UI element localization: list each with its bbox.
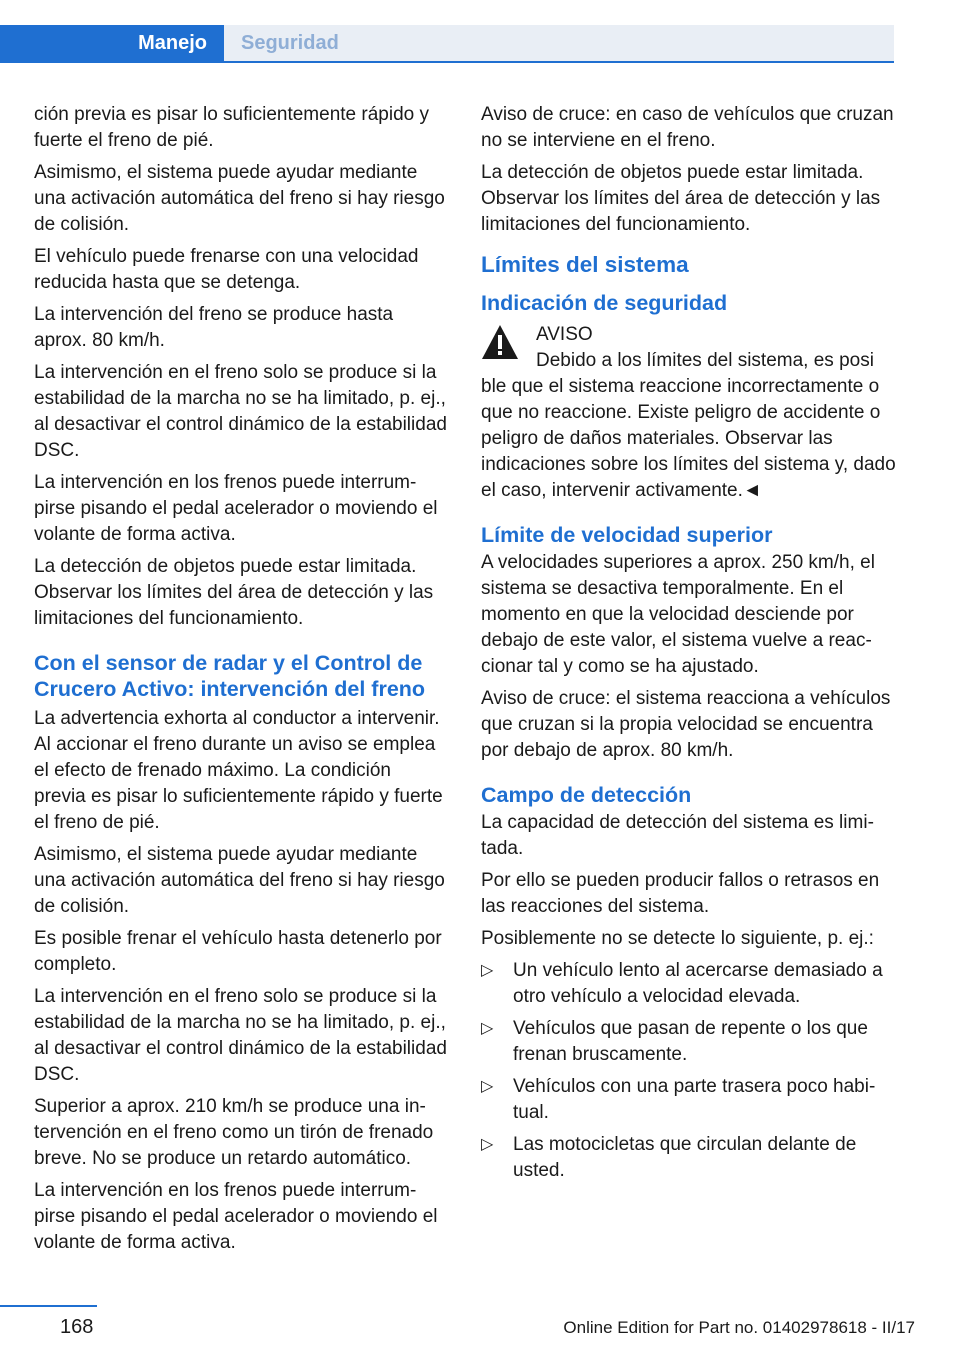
- paragraph: La intervención en los frenos puede interrumpirse pisando el pedal acelerador o moviendo el volante de forma activa.: [34, 1180, 438, 1253]
- list-item-text: Las motocicletas que circulan delante de usted.: [513, 1134, 857, 1181]
- list-item-text: Vehículos con una parte trasera poco habitual.: [513, 1076, 876, 1123]
- warning-text: ble que el sistema reaccione incorrectamente o que no reaccione. Existe peligro de accidente o peligro de daños materiales. Observar las indicaciones sobre los límites del sistema y, dado el caso, intervenir activamente.◄: [481, 376, 896, 501]
- paragraph: Asimismo, el sistema puede ayudar mediante una activación automática del freno si hay riesgo de colisión.: [34, 844, 445, 917]
- paragraph: Superior a aprox. 210 km/h se produce una intervención en el freno como un tirón de frenado breve. No se produce un retardo automático.: [34, 1096, 434, 1169]
- bullet-triangle-icon: ▷: [481, 1136, 494, 1153]
- bullet-triangle-icon: ▷: [481, 1078, 494, 1095]
- header-tabs: [0, 25, 894, 61]
- warning-text: Debido a los límites del sistema, es posi: [536, 350, 874, 371]
- bullet-list: [481, 958, 899, 1184]
- list-item-text: Un vehículo lento al acercarse demasiado a otro vehículo a velocidad elevada.: [513, 960, 883, 1007]
- list-item: [481, 1132, 899, 1184]
- paragraph: Posiblemente no se detecte lo siguiente, p. ej.:: [481, 928, 874, 949]
- paragraph: La intervención del freno se produce hasta aprox. 80 km/h.: [34, 304, 394, 351]
- subsection-heading: Límite de velocidad superior: [481, 523, 773, 547]
- paragraph: ción previa es pisar lo suficientemente rápido y fuerte el freno de pié.: [34, 104, 429, 151]
- paragraph: La intervención en los frenos puede interrumpirse pisando el pedal acelerador o moviendo el volante de forma activa.: [34, 472, 438, 545]
- paragraph: Aviso de cruce: el sistema reacciona a vehículos que cruzan si la propia velocidad se encuentra por debajo de aprox. 80 km/h.: [481, 688, 891, 761]
- list-item-text: Vehículos que pasan de repente o los que frenan bruscamente.: [513, 1018, 868, 1065]
- page-number: 168: [60, 1316, 94, 1338]
- paragraph: La capacidad de detección del sistema es limitada.: [481, 812, 874, 859]
- header-rule: [0, 61, 894, 63]
- footer-rule: [0, 1305, 97, 1307]
- warning-block: [481, 322, 899, 504]
- subsection-heading: Campo de detección: [481, 783, 692, 807]
- list-item: [481, 958, 899, 1010]
- section-heading: Con el sensor de radar y el Control de Crucero Activo: intervención del freno: [34, 651, 426, 701]
- right-column: [481, 102, 899, 1190]
- paragraph: La intervención en el freno solo se produce si la estabilidad de la marcha no se ha limitado, p. ej., al desactivar el control dinámico de la estabilidad DSC.: [34, 986, 447, 1085]
- paragraph: El vehículo puede frenarse con una velocidad reducida hasta que se detenga.: [34, 246, 419, 293]
- list-item: [481, 1016, 899, 1068]
- paragraph: Asimismo, el sistema puede ayudar mediante una activación automática del freno si hay riesgo de colisión.: [34, 162, 445, 235]
- paragraph: Es posible frenar el vehículo hasta detenerlo por completo.: [34, 928, 442, 975]
- subsection-heading: Indicación de seguridad: [481, 291, 728, 315]
- paragraph: Aviso de cruce: en caso de vehículos que cruzan no se interviene en el freno.: [481, 104, 894, 151]
- paragraph: La detección de objetos puede estar limitada. Observar los límites del área de detección y las limitaciones del funcionamiento.: [34, 556, 434, 629]
- tab-manejo[interactable]: Manejo: [0, 25, 224, 61]
- bullet-triangle-icon: ▷: [481, 1020, 494, 1037]
- section-heading: Límites del sistema: [481, 252, 689, 277]
- left-column: [34, 102, 448, 1262]
- bullet-triangle-icon: ▷: [481, 962, 494, 979]
- list-item: [481, 1074, 899, 1126]
- tab-seguridad[interactable]: Seguridad: [224, 25, 894, 61]
- edition-note: Online Edition for Part no. 01402978618 - II/17: [563, 1318, 915, 1337]
- paragraph: La detección de objetos puede estar limitada. Observar los límites del área de detección y las limitaciones del funcionamiento.: [481, 162, 881, 235]
- paragraph: La intervención en el freno solo se produce si la estabilidad de la marcha no se ha limitado, p. ej., al desactivar el control dinámico de la estabilidad DSC.: [34, 362, 447, 461]
- paragraph: Por ello se pueden producir fallos o retrasos en las reacciones del sistema.: [481, 870, 880, 917]
- paragraph: A velocidades superiores a aprox. 250 km/h, el sistema se desactiva temporalmente. En el momento en que la velocidad desciende por debajo de este valor, el sistema vuelve a reaccionar tal y como se ha ajustado.: [481, 552, 875, 677]
- warning-label: AVISO: [536, 324, 593, 345]
- paragraph: La advertencia exhorta al conductor a intervenir. Al accionar el freno durante un aviso se emplea el efecto de frenado máximo. La condición previa es pisar lo suficientemente rápido y fuerte el freno de pié.: [34, 708, 443, 833]
- warning-triangle-icon: [481, 324, 519, 360]
